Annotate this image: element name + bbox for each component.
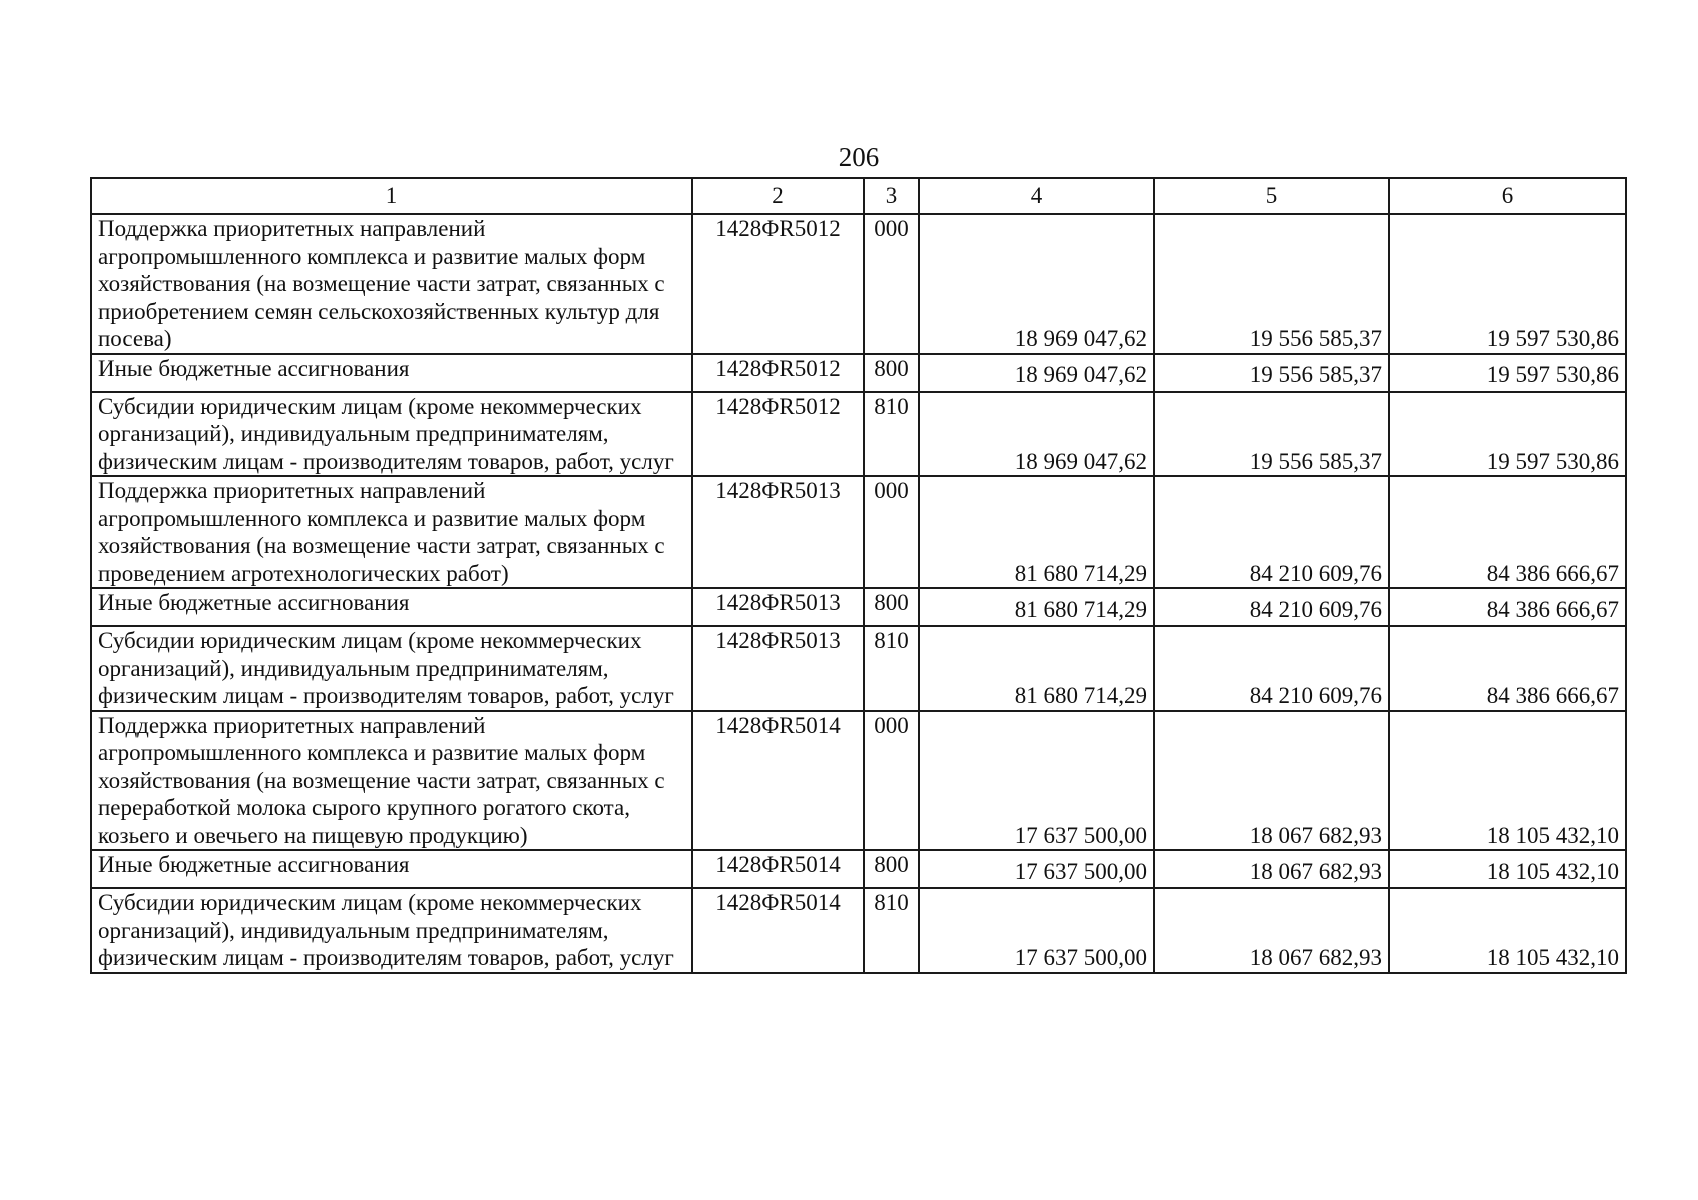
row-value-5: 18 067 682,93 — [1154, 850, 1389, 888]
row-value-6: 84 386 666,67 — [1389, 626, 1626, 711]
row-code: 1428ФR5014 — [692, 888, 864, 973]
row-name: Субсидии юридическим лицам (кроме некоммерческих организаций), индивидуальным предпринимателям, физическим лицам - производителям товаров, работ, услуг — [91, 626, 692, 711]
row-value-5: 18 067 682,93 — [1154, 888, 1389, 973]
row-name: Поддержка приоритетных направлений агропромышленного комплекса и развитие малых форм хозяйствования (на возмещение части затрат, связанных с приобретением семян сельскохозяйственных культур для посева) — [91, 214, 692, 354]
row-value-5: 84 210 609,76 — [1154, 476, 1389, 588]
row-value-4: 17 637 500,00 — [919, 850, 1154, 888]
row-code: 1428ФR5012 — [692, 214, 864, 354]
row-name: Поддержка приоритетных направлений агропромышленного комплекса и развитие малых форм хозяйствования (на возмещение части затрат, связанных с проведением агротехнологических работ) — [91, 476, 692, 588]
row-type: 810 — [864, 888, 919, 973]
row-type: 810 — [864, 392, 919, 477]
row-code: 1428ФR5012 — [692, 392, 864, 477]
row-name: Субсидии юридическим лицам (кроме некоммерческих организаций), индивидуальным предпринимателям, физическим лицам - производителям товаров, работ, услуг — [91, 888, 692, 973]
row-value-6: 19 597 530,86 — [1389, 214, 1626, 354]
table-row — [91, 354, 1626, 392]
row-value-4: 18 969 047,62 — [919, 354, 1154, 392]
row-value-5: 19 556 585,37 — [1154, 354, 1389, 392]
row-value-4: 17 637 500,00 — [919, 888, 1154, 973]
row-type: 000 — [864, 711, 919, 851]
row-value-5: 84 210 609,76 — [1154, 626, 1389, 711]
column-header: 4 — [919, 178, 1154, 214]
table-row — [91, 588, 1626, 626]
row-name: Иные бюджетные ассигнования — [91, 588, 692, 626]
row-name: Субсидии юридическим лицам (кроме некоммерческих организаций), индивидуальным предпринимателям, физическим лицам - производителям товаров, работ, услуг — [91, 392, 692, 477]
table-row — [91, 626, 1626, 711]
column-header: 5 — [1154, 178, 1389, 214]
row-type: 000 — [864, 476, 919, 588]
row-value-6: 18 105 432,10 — [1389, 711, 1626, 851]
row-value-4: 81 680 714,29 — [919, 626, 1154, 711]
row-value-6: 18 105 432,10 — [1389, 888, 1626, 973]
column-header: 3 — [864, 178, 919, 214]
row-code: 1428ФR5013 — [692, 476, 864, 588]
row-value-4: 18 969 047,62 — [919, 392, 1154, 477]
row-value-5: 84 210 609,76 — [1154, 588, 1389, 626]
row-value-4: 17 637 500,00 — [919, 711, 1154, 851]
row-value-5: 19 556 585,37 — [1154, 214, 1389, 354]
row-value-6: 19 597 530,86 — [1389, 392, 1626, 477]
budget-table — [90, 177, 1627, 974]
column-header: 1 — [91, 178, 692, 214]
table-row — [91, 850, 1626, 888]
table-row — [91, 888, 1626, 973]
table-row — [91, 214, 1626, 354]
row-type: 000 — [864, 214, 919, 354]
row-name: Поддержка приоритетных направлений агропромышленного комплекса и развитие малых форм хозяйствования (на возмещение части затрат, связанных с переработкой молока сырого крупного рогатого скота, козьего и овечьего на пищевую продукцию) — [91, 711, 692, 851]
row-value-6: 84 386 666,67 — [1389, 476, 1626, 588]
row-code: 1428ФR5012 — [692, 354, 864, 392]
row-value-6: 84 386 666,67 — [1389, 588, 1626, 626]
row-type: 800 — [864, 588, 919, 626]
header-row — [91, 178, 1626, 214]
column-header: 2 — [692, 178, 864, 214]
row-value-5: 19 556 585,37 — [1154, 392, 1389, 477]
row-value-5: 18 067 682,93 — [1154, 711, 1389, 851]
page-number: 206 — [838, 142, 880, 172]
table-row — [91, 711, 1626, 851]
row-code: 1428ФR5013 — [692, 626, 864, 711]
row-value-4: 18 969 047,62 — [919, 214, 1154, 354]
row-type: 800 — [864, 850, 919, 888]
row-name: Иные бюджетные ассигнования — [91, 354, 692, 392]
row-value-6: 18 105 432,10 — [1389, 850, 1626, 888]
row-code: 1428ФR5014 — [692, 711, 864, 851]
row-type: 810 — [864, 626, 919, 711]
table-row — [91, 476, 1626, 588]
row-type: 800 — [864, 354, 919, 392]
row-code: 1428ФR5014 — [692, 850, 864, 888]
table-row — [91, 392, 1626, 477]
row-name: Иные бюджетные ассигнования — [91, 850, 692, 888]
row-value-4: 81 680 714,29 — [919, 476, 1154, 588]
row-value-6: 19 597 530,86 — [1389, 354, 1626, 392]
row-value-4: 81 680 714,29 — [919, 588, 1154, 626]
column-header: 6 — [1389, 178, 1626, 214]
row-code: 1428ФR5013 — [692, 588, 864, 626]
